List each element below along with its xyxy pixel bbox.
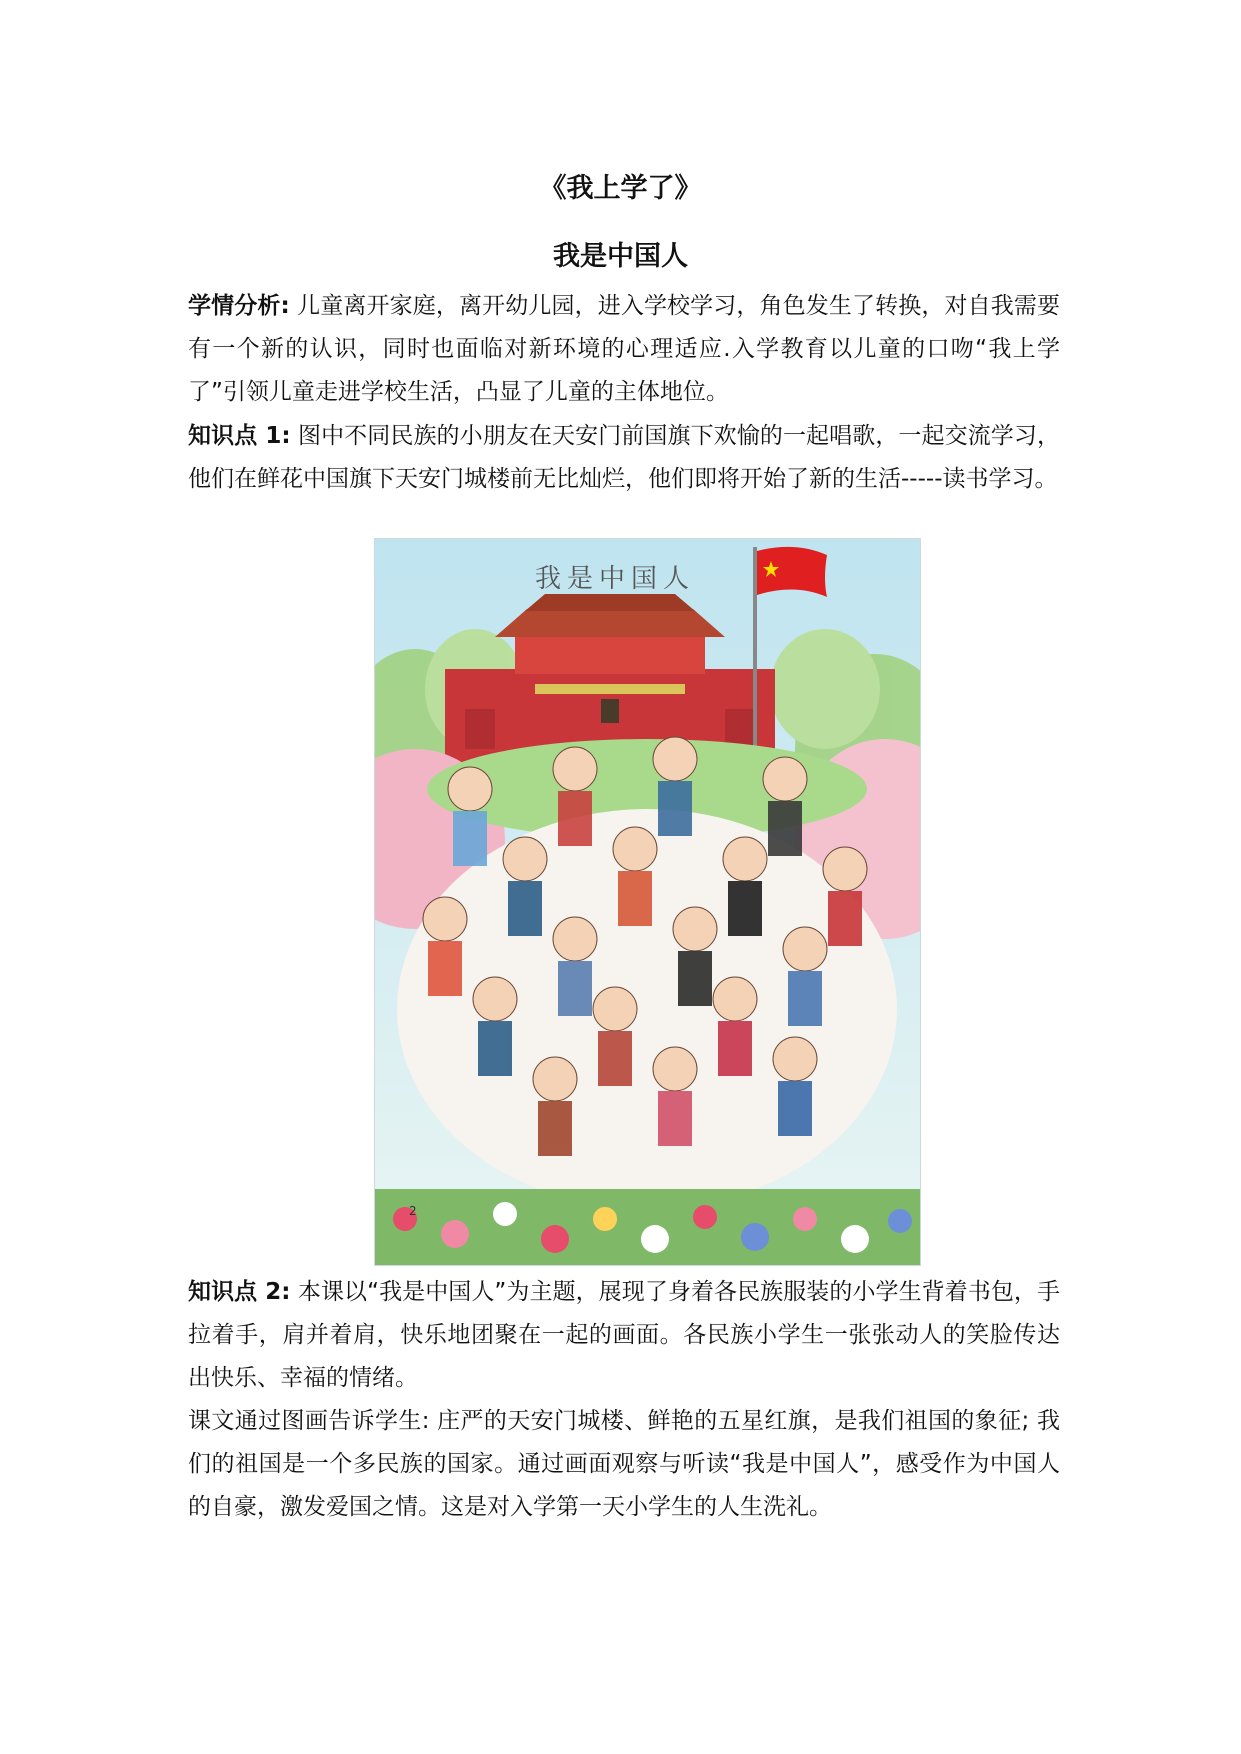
analysis-paragraph bbox=[188, 285, 1060, 414]
knowledge-point-2-label: 知识点 2: bbox=[188, 1279, 291, 1305]
knowledge-point-1-label: 知识点 1: bbox=[188, 423, 291, 449]
knowledge-point-2-text: 本课以“我是中国人”为主题，展现了身着各民族服装的小学生背着书包，手拉着手，肩并着肩，快乐地团聚在一起的画面。各民族小学生一张张动人的笑脸传达出快乐、幸福的情绪。 bbox=[188, 1279, 1060, 1391]
knowledge-point-2 bbox=[188, 1271, 1060, 1400]
knowledge-point-1 bbox=[188, 415, 1060, 501]
knowledge-point-1-text: 图中不同民族的小朋友在天安门前国旗下欢愉的一起唱歌，一起交流学习，他们在鲜花中国旗下天安门城楼前无比灿烂，他们即将开始了新的生活-----读书学习。 bbox=[188, 423, 1060, 492]
analysis-text: 儿童离开家庭，离开幼儿园，进入学校学习，角色发生了转换，对自我需要有一个新的认识，同时也面临对新环境的心理适应.入学教育以儿童的口吻“我上学了”引领儿童走进学校生活，凸显了儿童的主体地位。 bbox=[188, 293, 1060, 405]
illustration-svg bbox=[375, 539, 920, 1265]
document-title: 《我上学了》 bbox=[539, 173, 702, 204]
bottom-flowers bbox=[375, 1189, 920, 1265]
illustration bbox=[374, 538, 921, 1266]
illustration-caption: 我是中国人 bbox=[535, 564, 696, 594]
page-number: 2 bbox=[409, 1204, 417, 1218]
analysis-label: 学情分析: bbox=[188, 293, 290, 319]
document-subtitle: 我是中国人 bbox=[553, 241, 688, 272]
lesson-summary-paragraph: 课文通过图画告诉学生: 庄严的天安门城楼、鲜艳的五星红旗，是我们祖国的象征; 我们的祖国是一个多民族的国家。通过画面观察与听读“我是中国人”，感受作为中国人的自豪，激发爱国之情。这是对入学第一天小学生的人生洗礼。 bbox=[188, 1408, 1060, 1520]
